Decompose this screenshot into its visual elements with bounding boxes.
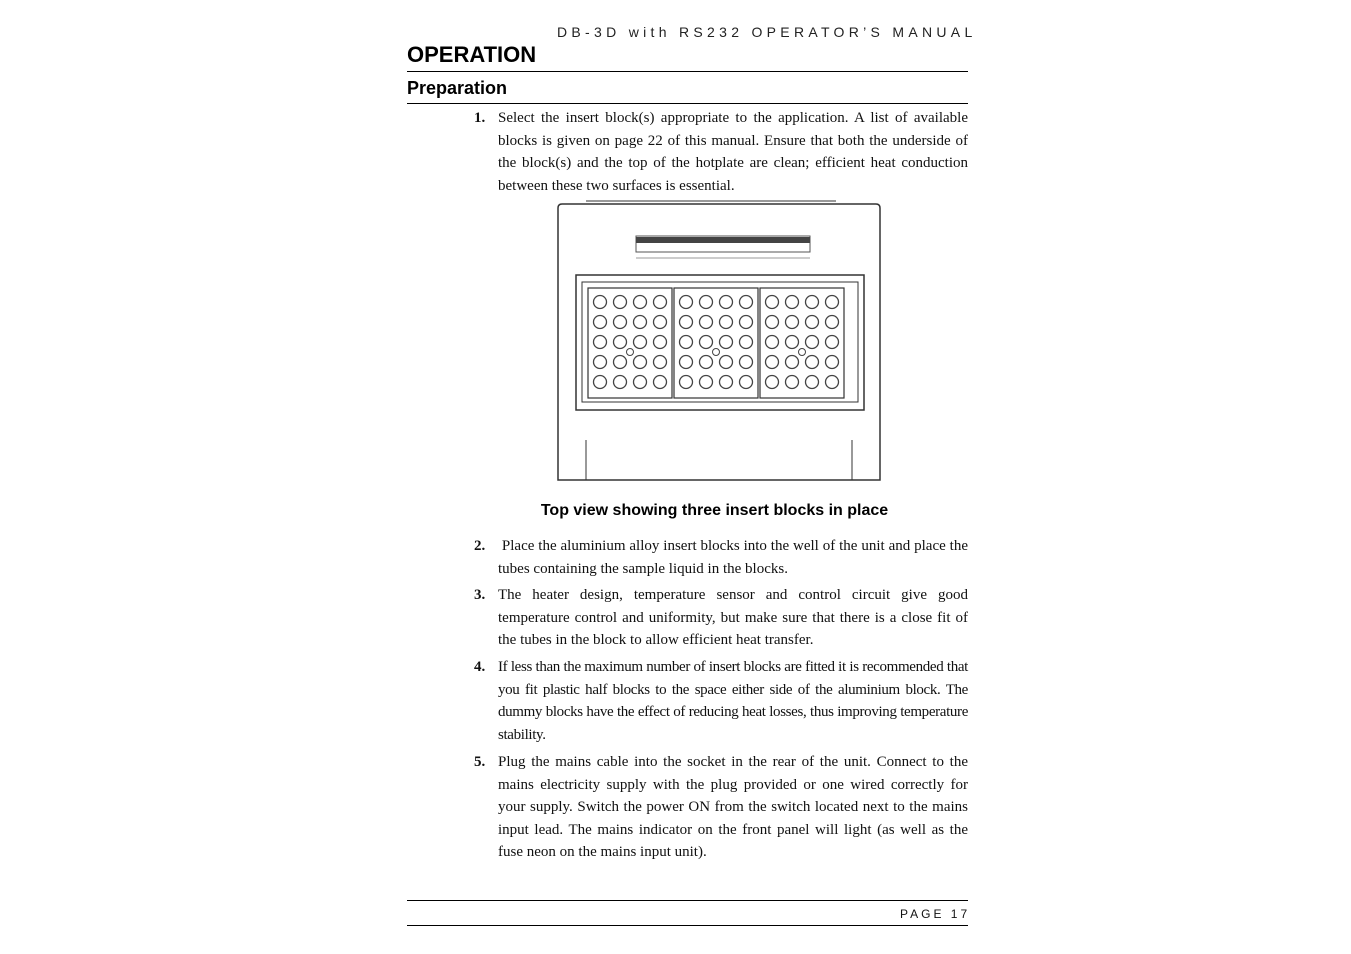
- page-number: PAGE 17: [900, 907, 971, 921]
- tube-well: [786, 376, 799, 389]
- subsection-title: Preparation: [407, 78, 508, 98]
- tube-well: [634, 356, 647, 369]
- tube-well: [720, 356, 733, 369]
- figure-caption: Top view showing three insert blocks in place: [540, 502, 889, 519]
- step-2: [474, 535, 972, 580]
- tube-well: [594, 376, 607, 389]
- step-text: Place the aluminium alloy insert blocks into the well of the unit and place the tubes containing the sample liquid in the blocks.: [498, 538, 972, 577]
- step-5: [474, 751, 968, 864]
- sensor-hole: [799, 349, 806, 356]
- tube-well: [680, 296, 693, 309]
- sensor-hole: [627, 349, 634, 356]
- hotplate-top-view-figure: [556, 200, 882, 484]
- tube-well: [680, 316, 693, 329]
- footer-rule-top: [407, 900, 968, 901]
- tube-well: [614, 296, 627, 309]
- tube-well: [700, 356, 713, 369]
- step-1: [474, 107, 968, 197]
- tube-well: [740, 296, 753, 309]
- tube-well: [700, 296, 713, 309]
- step-text: If less than the maximum number of insert blocks are fitted it is recommended that you fit plastic half blocks to the space either side of the aluminium block. The dummy blocks have the effect of reducing heat losses, thus improving temperature stability.: [498, 659, 968, 743]
- section-rule: [407, 71, 968, 72]
- tube-well: [700, 376, 713, 389]
- tube-well: [680, 376, 693, 389]
- tube-well: [720, 296, 733, 309]
- tube-well: [826, 316, 839, 329]
- tube-well: [720, 316, 733, 329]
- tube-well: [806, 336, 819, 349]
- tube-well: [826, 336, 839, 349]
- step-text: Plug the mains cable into the socket in the rear of the unit. Connect to the mains electricity supply with the plug provided or one wired correctly for your supply. Switch the power ON from the switch located next to the mains input lead. The mains indicator on the front panel will light (as well as the fuse neon on the mains input unit).: [498, 754, 968, 860]
- tube-well: [634, 296, 647, 309]
- tube-well: [680, 336, 693, 349]
- tube-well: [826, 356, 839, 369]
- insert-block: [588, 288, 672, 398]
- tube-well: [786, 316, 799, 329]
- tube-well: [806, 356, 819, 369]
- tube-well: [654, 296, 667, 309]
- tube-well: [806, 296, 819, 309]
- tube-well: [806, 376, 819, 389]
- sensor-hole: [713, 349, 720, 356]
- tube-well: [740, 316, 753, 329]
- tube-well: [786, 296, 799, 309]
- tube-well: [766, 356, 779, 369]
- tube-well: [614, 336, 627, 349]
- footer-rule-bottom: [407, 925, 968, 926]
- tube-well: [786, 356, 799, 369]
- step-text: The heater design, temperature sensor and control circuit give good temperature control and uniformity, but make sure that there is a close fit of the tubes in the block to allow efficient heat transfer.: [498, 587, 968, 648]
- tube-well: [594, 296, 607, 309]
- tube-well: [614, 376, 627, 389]
- tube-well: [654, 316, 667, 329]
- tube-well: [594, 316, 607, 329]
- tube-well: [700, 336, 713, 349]
- tube-well: [654, 356, 667, 369]
- step-number: 2.: [474, 538, 486, 554]
- section-title: OPERATION: [407, 42, 537, 67]
- tube-well: [766, 316, 779, 329]
- insert-block: [674, 288, 758, 398]
- tube-well: [766, 376, 779, 389]
- tube-well: [806, 316, 819, 329]
- tube-well: [594, 356, 607, 369]
- step-text: Select the insert block(s) appropriate to the application. A list of available blocks is given on page 22 of this manual. Ensure that both the underside of the block(s) and the top of the hotplate are clean; efficient heat conduction between these two surfaces is essential.: [498, 110, 968, 194]
- step-number: 4.: [474, 659, 486, 675]
- tube-well: [680, 356, 693, 369]
- tube-well: [740, 336, 753, 349]
- tube-well: [740, 356, 753, 369]
- tube-well: [700, 316, 713, 329]
- tube-well: [826, 376, 839, 389]
- tube-well: [766, 336, 779, 349]
- running-header: DB-3D with RS232 OPERATOR’S MANUAL: [557, 24, 977, 40]
- tube-well: [634, 376, 647, 389]
- tube-well: [654, 336, 667, 349]
- tube-well: [720, 376, 733, 389]
- step-number: 3.: [474, 587, 486, 603]
- tube-well: [766, 296, 779, 309]
- tube-well: [826, 296, 839, 309]
- tube-well: [614, 356, 627, 369]
- control-panel-label-strip: [636, 236, 810, 258]
- step-number: 5.: [474, 754, 486, 770]
- tube-well: [654, 376, 667, 389]
- tube-well: [614, 316, 627, 329]
- tube-well: [594, 336, 607, 349]
- tube-well: [634, 336, 647, 349]
- subsection-rule: [407, 103, 968, 104]
- step-3: [474, 584, 968, 652]
- insert-block: [760, 288, 844, 398]
- step-number: 1.: [474, 110, 486, 126]
- tube-well: [720, 336, 733, 349]
- tube-well: [634, 316, 647, 329]
- step-4: [474, 656, 968, 746]
- tube-well: [740, 376, 753, 389]
- tube-well: [786, 336, 799, 349]
